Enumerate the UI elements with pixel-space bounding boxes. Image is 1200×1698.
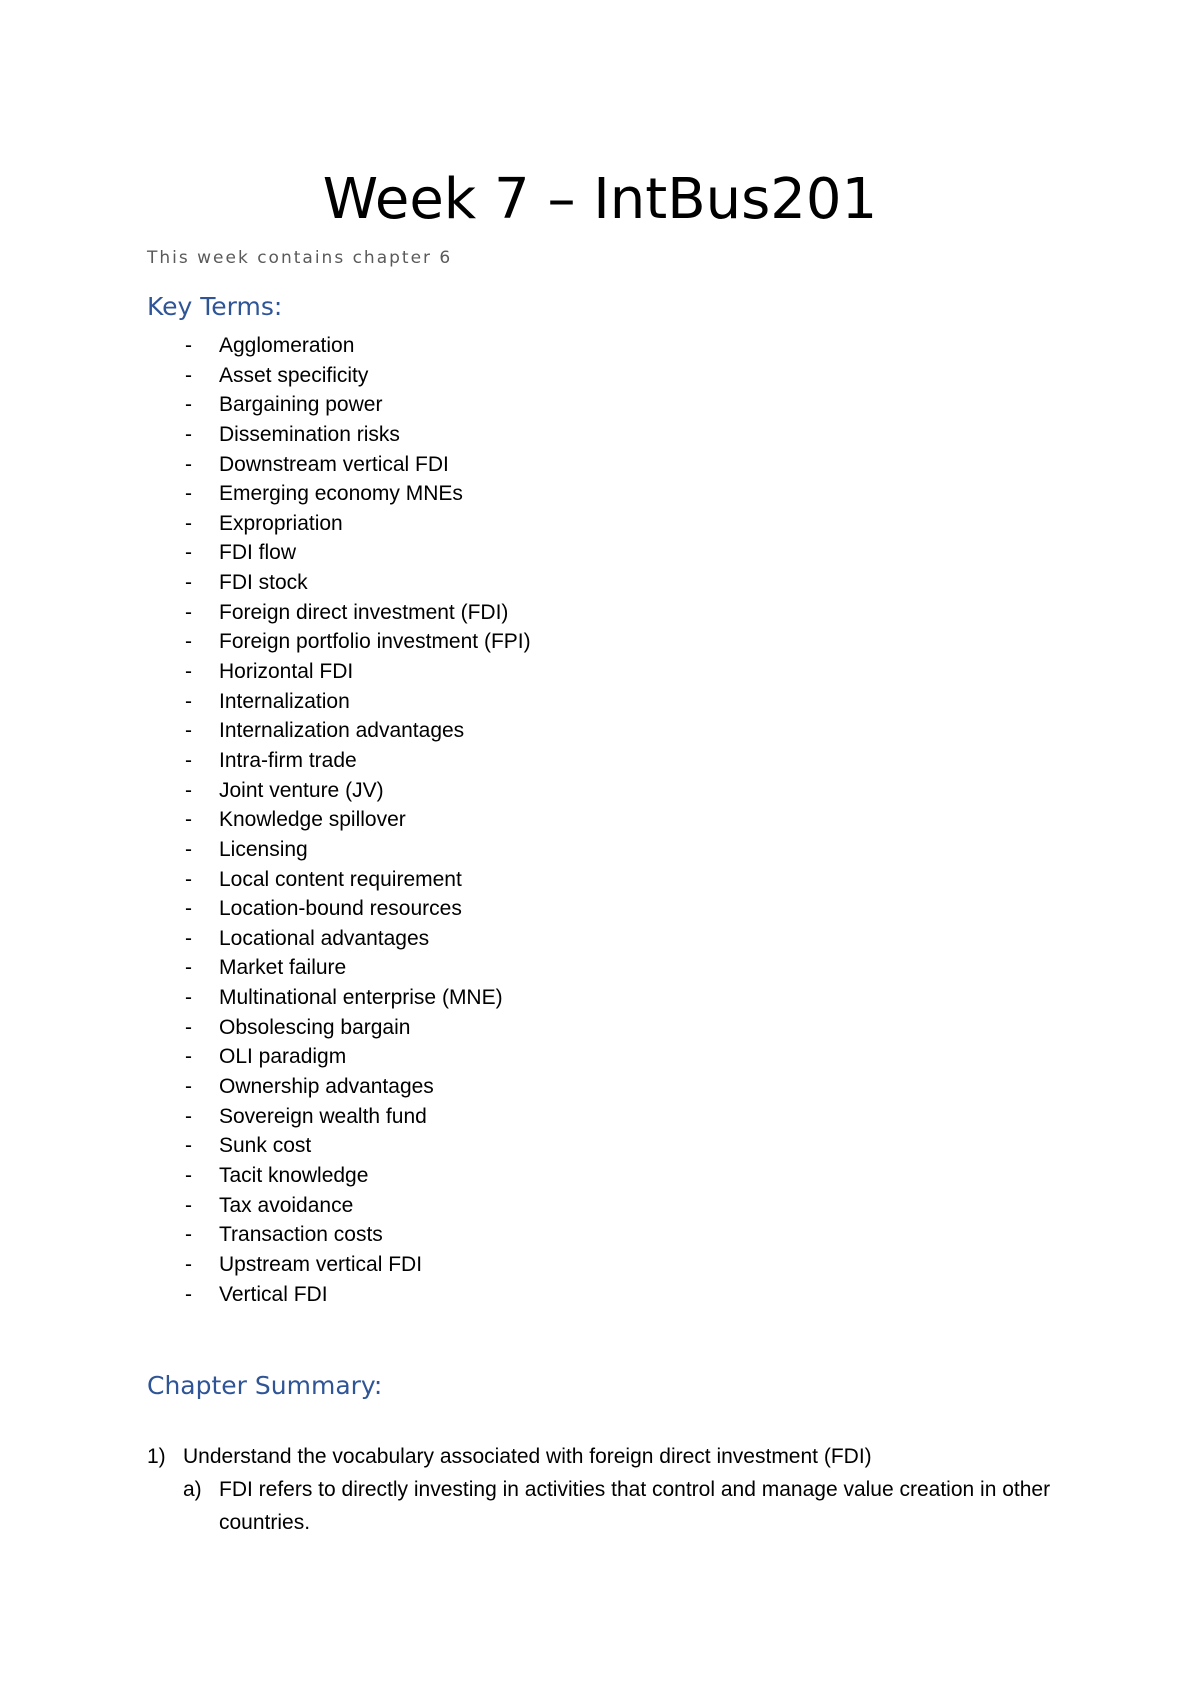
key-term-item [147,716,531,746]
key-term-text: Knowledge spillover [219,808,406,832]
list-bullet: - [185,660,192,684]
chapter-summary-outline [147,1440,1077,1539]
key-term-item [147,538,531,568]
key-term-item [147,894,531,924]
key-term-text: Joint venture (JV) [219,778,384,802]
key-term-text: Sovereign wealth fund [219,1104,427,1128]
list-bullet: - [185,867,192,891]
key-term-text: Vertical FDI [219,1282,328,1306]
list-bullet: - [185,334,192,357]
list-bullet: - [185,1015,192,1039]
list-bullet: - [185,956,192,980]
page-subtitle: This week contains chapter 6 [147,248,453,268]
key-term-item [147,1161,531,1191]
key-term-text: Bargaining power [219,393,383,417]
list-bullet: - [185,393,192,417]
list-bullet: - [185,511,192,535]
list-bullet: - [185,1075,192,1099]
key-terms-heading: Key Terms: [147,292,283,321]
summary-subitem-letter: a) [183,1478,202,1501]
key-term-item [147,687,531,717]
list-bullet: - [185,1223,192,1247]
key-term-text: Multinational enterprise (MNE) [219,986,503,1010]
key-term-text: Foreign direct investment (FDI) [219,600,509,624]
chapter-summary-heading: Chapter Summary: [147,1371,383,1400]
key-term-text: Foreign portfolio investment (FPI) [219,630,531,654]
key-term-item [147,835,531,865]
list-bullet: - [185,541,192,565]
list-bullet: - [185,808,192,832]
key-term-text: Licensing [219,837,308,861]
list-bullet: - [185,748,192,772]
key-term-item [147,509,531,539]
key-term-text: OLI paradigm [219,1045,347,1069]
key-term-item [147,361,531,391]
key-term-item [147,865,531,895]
list-bullet: - [185,837,192,861]
summary-subitem [147,1473,1077,1539]
key-term-item [147,331,531,361]
key-term-item [147,450,531,480]
summary-item-text: Understand the vocabulary associated with foreign direct investment (FDI) [183,1445,872,1468]
list-bullet: - [185,897,192,921]
list-bullet: - [185,926,192,950]
key-term-item [147,598,531,628]
key-term-item [147,1131,531,1161]
list-bullet: - [185,719,192,743]
list-bullet: - [185,630,192,654]
key-term-item [147,420,531,450]
key-term-text: Ownership advantages [219,1075,434,1099]
list-bullet: - [185,1134,192,1158]
key-term-text: Internalization [219,689,350,713]
key-term-item [147,657,531,687]
key-term-item [147,805,531,835]
key-term-item [147,776,531,806]
key-term-text: Obsolescing bargain [219,1015,411,1039]
key-term-item [147,924,531,954]
key-term-item [147,390,531,420]
key-term-item [147,1072,531,1102]
list-bullet: - [185,600,192,624]
key-term-text: Local content requirement [219,867,462,891]
key-term-item [147,953,531,983]
key-term-text: Dissemination risks [219,422,400,446]
key-term-item [147,627,531,657]
page-title: Week 7 – IntBus201 [322,167,878,232]
key-term-item [147,479,531,509]
list-bullet: - [185,1282,192,1306]
key-term-item [147,568,531,598]
key-term-item [147,1042,531,1072]
key-term-item [147,1280,531,1310]
list-bullet: - [185,482,192,506]
list-bullet: - [185,1104,192,1128]
key-term-text: Tacit knowledge [219,1163,369,1187]
list-bullet: - [185,363,192,387]
key-term-item [147,1013,531,1043]
key-term-text: FDI flow [219,541,297,565]
key-term-text: Internalization advantages [219,719,465,743]
key-term-item [147,1102,531,1132]
list-bullet: - [185,986,192,1010]
key-term-item [147,1250,531,1280]
key-term-item [147,1191,531,1221]
list-bullet: - [185,778,192,802]
key-term-text: Sunk cost [219,1134,312,1158]
key-term-text: Locational advantages [219,926,430,950]
summary-item-number: 1) [147,1445,166,1468]
list-bullet: - [185,422,192,446]
key-term-text: Tax avoidance [219,1193,354,1217]
key-term-text: Emerging economy MNEs [219,482,463,506]
list-bullet: - [185,1045,192,1069]
key-term-text: Transaction costs [219,1223,383,1247]
key-term-text: Asset specificity [219,363,369,387]
list-bullet: - [185,571,192,595]
list-bullet: - [185,1193,192,1217]
list-bullet: - [185,1252,192,1276]
summary-subitem-text: FDI refers to directly investing in activities that control and manage value creation in other countries. [219,1478,1051,1534]
key-term-text: Expropriation [219,511,343,535]
key-term-item [147,746,531,776]
summary-item [147,1440,1077,1473]
key-terms-list [147,331,531,1309]
key-term-text: Intra-firm trade [219,748,357,772]
key-term-item [147,1220,531,1250]
list-bullet: - [185,689,192,713]
list-bullet: - [185,452,192,476]
key-term-text: Downstream vertical FDI [219,452,449,476]
key-term-text: Location-bound resources [219,897,462,921]
list-bullet: - [185,1163,192,1187]
key-term-item [147,983,531,1013]
key-term-text: FDI stock [219,571,308,595]
key-term-text: Upstream vertical FDI [219,1252,423,1276]
key-term-text: Horizontal FDI [219,660,354,684]
key-term-text: Market failure [219,956,347,980]
key-term-text: Agglomeration [219,334,355,357]
